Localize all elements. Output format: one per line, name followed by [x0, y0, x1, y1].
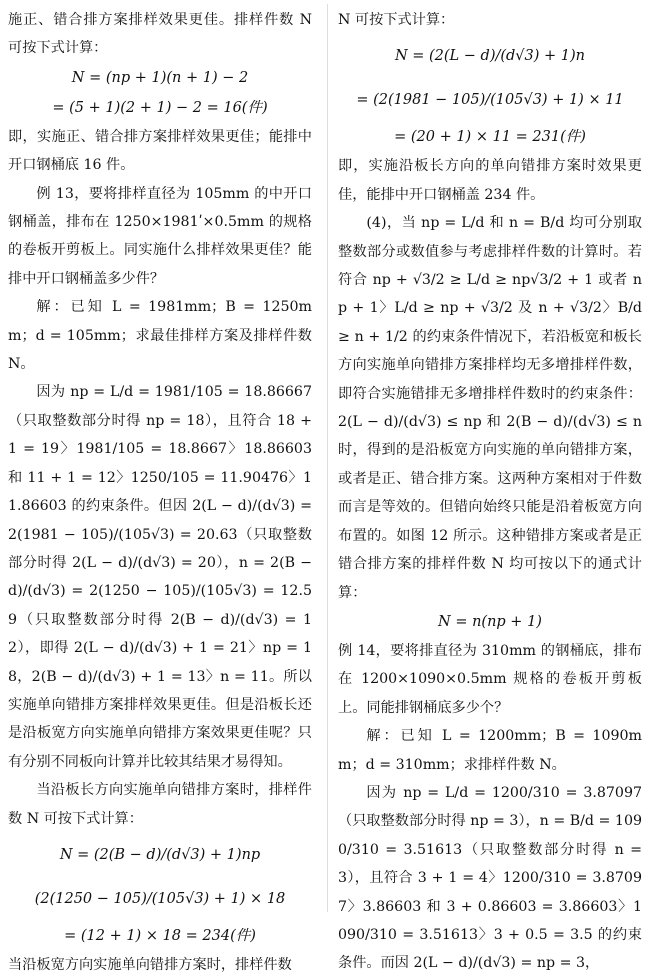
column-divider — [327, 4, 328, 912]
example-14-given: 解：已知 L = 1200mm；B = 1090mm；d = 310mm；求排样件数 N。 — [338, 728, 642, 773]
right-text-0: N 可按下式计算： — [338, 12, 455, 28]
example-13-solution: 因为 np = L/d = 1981/105 = 18.86667（只取整数部分时得 np = 18），且符合 18 + 1 = 19〉1981/105 = 18.8667〉18.86603 和 11 + 1 = 12〉1250/105 = 11.90476〉11.86603 的约束条件。但因 2(L − d)/(d√3) = 2(1981 − 105)/(105√3) = 20.63（只取整数部分时得 2(L − d)/(d√3) = 20），n = 2(B − d)/(d√3) = 2(1250 − 105)/(105√3) = 12.59（只取整数部分时得 2(B − d)/(d√3) = 12），即得 2(L − d)/(d√3) + 1 = 21〉np = 18，2(B − d)/(d√3) + 1 = 13〉n = 11。所以实施单向错排方案排样效果更佳。但是沿板长还是沿板宽方向实施单向错排方案效果更佳呢？只有分别不同板向计算并比较其结果才易得知。 — [8, 384, 312, 770]
right-column — [338, 6, 642, 978]
example-13-text: 例 13，要将排样直径为 105mm 的中开口钢桶盖，排布在 1250×1981ʹ×0.5mm 的规格的卷板开剪板上。同实施什么排样效果更佳？能排中开口钢桶盖多少件？ — [8, 185, 312, 287]
left-text-3: 即，实施正、错合排方案排样效果更佳；能排中开口钢桶底 16 件。 — [8, 128, 312, 174]
left-text-7: 当沿板长方向实施单向错排方案时，排样件数 N 可按下式计算： — [8, 782, 312, 827]
right-equation-1: N = (2(L − d)/(d√3) + 1)n — [394, 48, 586, 65]
left-equation-9: (2(1250 − 105)/(105√3) + 1) × 18 — [34, 890, 286, 907]
left-text-11: 当沿板宽方向实施单向错排方案时，排样件数 — [8, 956, 292, 973]
left-equation-10: = (12 + 1) × 18 = 234(件) — [64, 927, 256, 944]
right-text-4: 即，实施沿板长方向的单向错排方案时效果更佳，能排中开口钢桶盖 234 件。 — [338, 158, 642, 203]
right-equation-3: = (20 + 1) × 11 = 231(件) — [394, 129, 586, 146]
right-equation-2: = (2(1981 − 105)/(105√3) + 1) × 11 — [356, 92, 624, 109]
example-13-given: 解：已知 L = 1981mm；B = 1250mm；d = 105mm；求最佳排样方案及排样件数 N。 — [8, 299, 312, 373]
left-equation-8: N = (2(B − d)/(d√3) + 1)np — [59, 846, 261, 863]
left-equation-2: = (5 + 1)(2 + 1) − 2 = 16(件) — [52, 99, 268, 116]
example-14-text: 例 14，要将排直径为 310mm 的钢桶底，排布在 1200×1090×0.5mm 规格的卷板开剪板上。同能排钢桶底多少个？ — [338, 642, 642, 716]
case-4-conditions: (4)，当 np = L/d 和 n = B/d 均可分别取整数部分或数值参与考虑排样件数的计算时。若符合 np + √3/2 ≥ L/d ≥ np√3/2 + 1 或者 np + 1〉L/d ≥ np + √3/2 及 n + √3/2〉B/d ≥ n + 1/2 的约束条件情况下，若沿板宽和板长方向实施单向错排方案排样均无多增排样件数，即符合实施错排无多增排样件数时的约束条件：2(L − d)/(d√3) ≤ np 和 2(B − d)/(d√3) ≤ n 时，得到的是沿板宽方向实施的单向错排方案，或者是正、错合排方案。这两种方案相对于件数而言是等效的。但错向始终只能是沿着板宽方向布置的。如图 12 所示。这种错排方案或者是正错合排方案的排样件数 N 均可按以下的通式计算： — [338, 215, 642, 601]
example-14-solution: 因为 np = L/d = 1200/310 = 3.87097（只取整数部分时得 np = 3），n = B/d = 1090/310 = 3.51613（只取整数部分时得 n = 3），且符合 3 + 1 = 4〉1200/310 = 3.87097〉3.86603 和 3 + 0.86603 = 3.86603〉1090/310 = 3.51613〉3 + 0.5 = 3.5 的约束条件。而因 2(L − d)/(d√3) = np = 3， — [338, 784, 642, 972]
left-column — [8, 6, 312, 979]
right-equation-6: N = n(np + 1) — [438, 613, 542, 630]
left-equation-1: N = (np + 1)(n + 1) − 2 — [71, 69, 249, 86]
left-text-0: 施正、错合排方案排样效果更佳。排样件数 N 可按下式计算： — [8, 12, 312, 57]
